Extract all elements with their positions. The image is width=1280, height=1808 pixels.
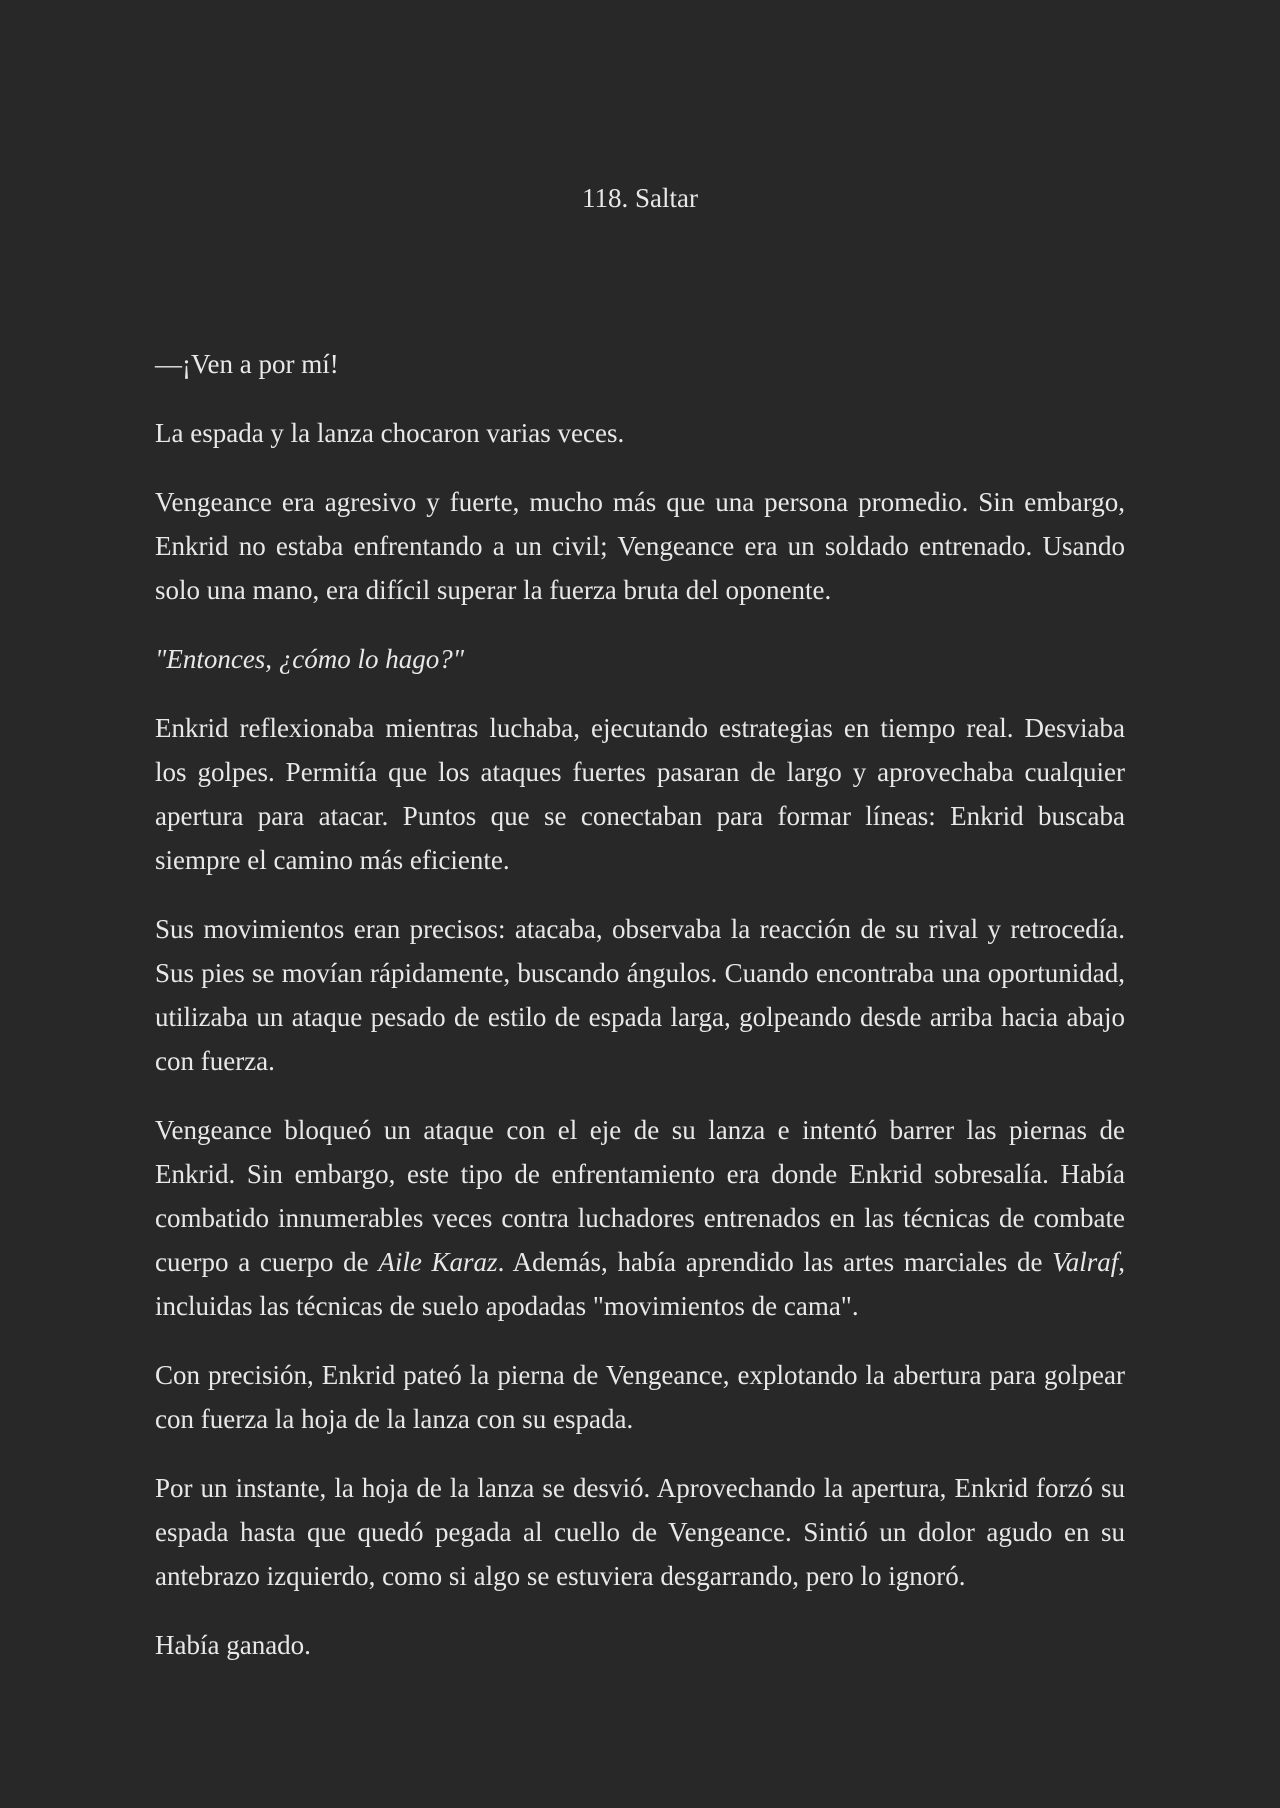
paragraph: Sus movimientos eran precisos: atacaba, observaba la reacción de su rival y retrocedía. Sus pies se movían rápidamente, buscando ángulos. Cuando encontraba una oportunidad, utilizaba un ataque pesado de estilo de espada larga, golpeando desde arriba hacia abajo con fuerza. — [155, 914, 1125, 1076]
paragraph: Vengeance era agresivo y fuerte, mucho más que una persona promedio. Sin embargo, Enkrid no estaba enfrentando a un civil; Vengeance era un soldado entrenado. Usando solo una mano, era difícil superar la fuerza bruta del oponente. — [155, 487, 1125, 605]
chapter-title: 118. Saltar — [582, 183, 698, 213]
paragraph-text: . Además, había aprendido las artes marciales de — [497, 1247, 1053, 1277]
thought-paragraph: "Entonces, ¿cómo lo hago?" — [155, 644, 465, 674]
emphasis-name: Valraf — [1052, 1247, 1119, 1277]
paragraph: Por un instante, la hoja de la lanza se desvió. Aprovechando la apertura, Enkrid forzó su espada hasta que quedó pegada al cuello de Vengeance. Sintió un dolor agudo en su antebrazo izquierdo, como si algo se estuviera desgarrando, pero lo ignoró. — [155, 1473, 1125, 1591]
paragraph: La espada y la lanza chocaron varias veces. — [155, 418, 625, 448]
paragraph — [155, 1108, 1125, 1328]
emphasis-name: Aile Karaz — [378, 1247, 498, 1277]
chapter-content — [155, 342, 1125, 1667]
paragraph: Enkrid reflexionaba mientras luchaba, ejecutando estrategias en tiempo real. Desviaba los golpes. Permitía que los ataques fuertes pasaran de largo y aprovechaba cualquier apertura para atacar. Puntos que se conectaban para formar líneas: Enkrid buscaba siempre el camino más eficiente. — [155, 713, 1125, 875]
paragraph-text: Vengeance bloqueó un ataque con el eje de su lanza e intentó barrer las piernas de Enkrid. Sin embargo, este tipo de enfrentamiento era donde Enkrid sobresalía. Había combatido innumerables veces contra luchadores entrenados en las técnicas de combate cuerpo a cuerpo de — [155, 1115, 1125, 1277]
paragraph: —¡Ven a por mí! — [155, 349, 339, 379]
paragraph: Con precisión, Enkrid pateó la pierna de Vengeance, explotando la abertura para golpear con fuerza la hoja de la lanza con su espada. — [155, 1360, 1125, 1434]
paragraph: Había ganado. — [155, 1630, 311, 1660]
paragraph-text: , incluidas las técnicas de suelo apodadas "movimientos de cama". — [155, 1247, 1125, 1321]
